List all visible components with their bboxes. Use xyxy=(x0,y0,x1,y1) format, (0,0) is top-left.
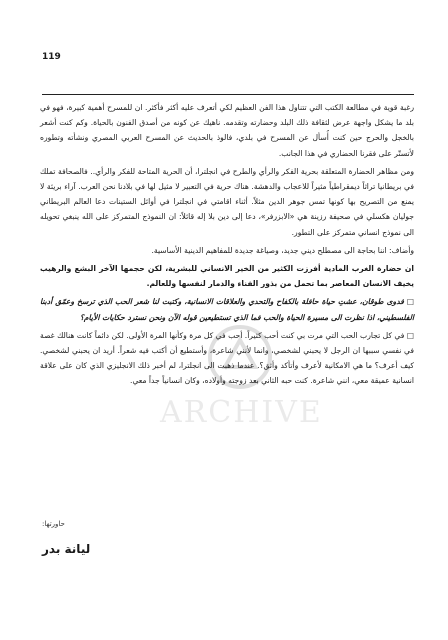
archive-watermark-icon xyxy=(205,322,275,392)
interviewer-name: ليانة بدر xyxy=(42,542,91,556)
paragraph-1: رغبة قوية في مطالعة الكتب التي تتناول هذا الفن العظيم لكي أتعرف عليه أكثر فأكثر. ان للمسرح أهمية كبيرة، فهو في بلد ما يشكل واجهة عرض لثقافة ذلك البلد وحضارته وتقدمه. ناهيك عن كونه من أصدق الفنون بالحياة. وكم كنت أشعر بالخجل والحرج حين كنت أُسأل عن المسرح في بلدي، فالوذ بالحديث عن المسرح العربي المصري ونشأته وتطوره لأتستّر على فقرنا الحضاري في هذا الجانب. xyxy=(40,103,414,158)
archive-watermark-text: ARCHIVE xyxy=(160,395,323,430)
interviewer-label: حاورتها: xyxy=(42,520,65,528)
header-rule xyxy=(42,94,414,95)
paragraph-4: ان حضارة الغرب المادية أفرزت الكثير من الخير الانساني للبشرية، لكن حجمها الآخر البشع والرهيب يخيف الانسان المعاصر بما تحمل من بذور الفناء والدمار لنفسها وللعالم. xyxy=(40,264,414,289)
page-number: 119 xyxy=(42,52,61,62)
paragraph-3: وأضاف: اننا بحاجة الى مصطلح ديني جديد، وصياغة جديدة للمفاهيم الدينية الأساسية. xyxy=(151,245,414,255)
interview-question: □ فدوى طوقان، عشتِ حياة حافلة بالكفاح والتحدي والعلاقات الانسانية، وكتبت لنا شعر الحب الذي ترسخ وعمّق أدبنا الفلسطيني، اذا نظرت الى مسيرة الحياة والحب فما الذي تستطيعين قوله الآن ونحن نسترد حكايات الأيام؟ xyxy=(40,297,414,322)
paragraph-2: ومن مظاهر الحضارة المتعلقة بحرية الفكر والرأي والطرح في انجلترا، أن الحرية المتاحة للفكر والرأي.. فالصحافة تملك في بريطانيا تراثاً ديمقراطياً مثيراً للاعجاب والدهشة. هناك حرية في التعبير لا مثيل لها في بلادنا نحن العرب. آراء بريئة لا يمنع من التصريح بها كونها تمس جوهر الدين مثلاً. أثناء اقامتي في انجلترا في أوائل الستينات دعا العالم البريطاني جوليان هكسلي في صحيفة رزينة هي «الابزرفر»، دعا إلى دين بلا إله قائلاً: ان النموذج المتمركز على الله ينبغي تحويله الى نموذج انساني متمركز على التطور. xyxy=(40,166,414,237)
interview-answer: □ في كل تجارب الحب التي مرت بي كنت أحب كثيراً. أحب في كل مرة وكأنها المرة الأولى. لكن دائماً كانت هنالك غصة في نفسي سببها ان الرجل لا يحبني لشخصي، وانما لأنني شاعرة، وأستطيع أن أكتب فيه شعراً. أريد ان يحبني لشخصي. كيف أعرف؟ ما هي الامكانية لأعرف وأتأكد وأثق؟. عندما ذهبت الى انجلترا، لم أخبر ذلك الانجليزي الذي كان على علاقة انسانية عميقة معي، انني شاعرة. كنت حبه الثاني بعد زوجته وأولاده، وكان انسانياً جداً معي. xyxy=(40,330,414,386)
